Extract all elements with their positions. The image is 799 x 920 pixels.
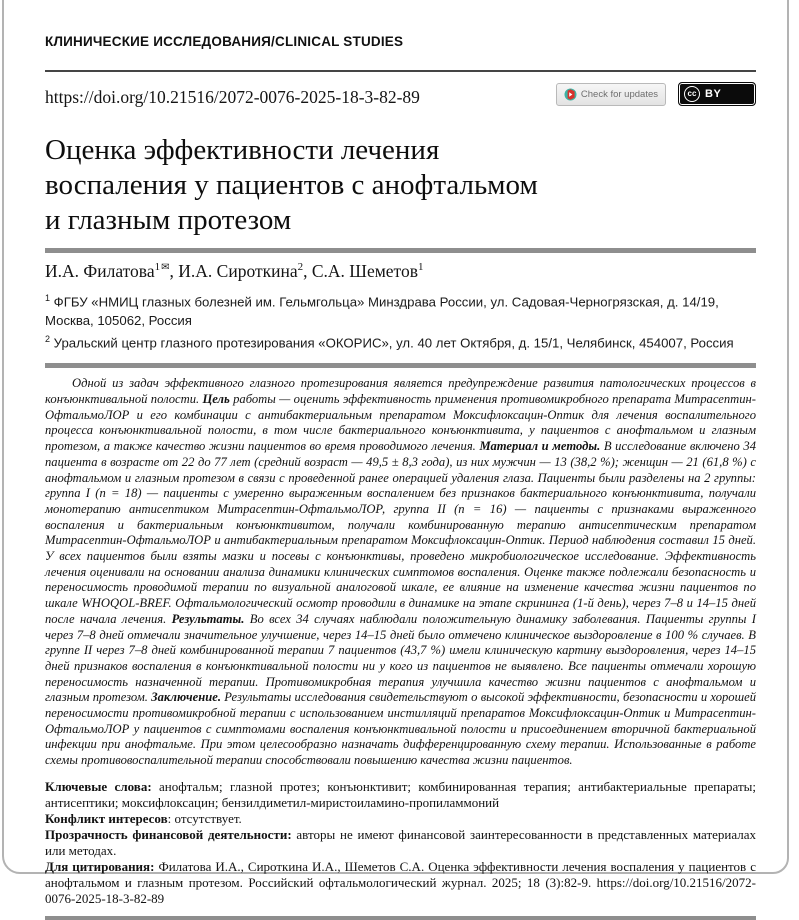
doi-row bbox=[45, 87, 756, 113]
email-icon: ✉ bbox=[161, 262, 170, 274]
keywords-line: Ключевые слова: анофтальм; глазной протез; конъюнктивит; комбинированная терапия; антибактериальные препараты; антисептики; моксифлоксацин; бензилдиметил-миристоиламино-пропиламмоний bbox=[45, 778, 756, 810]
cc-by-license-badge[interactable] bbox=[678, 82, 756, 106]
crossref-icon bbox=[564, 88, 577, 101]
affiliation-1: $^1$ ФГБУ «НМИЦ глазных болезней им. Гельмгольца» Минздрава России, ул. Садовая-Черногрязская, д. 14/19, Москва, 105062, Россия bbox=[45, 293, 719, 328]
separator-bar-top bbox=[45, 248, 756, 253]
author-2-name: И.А. Сироткина bbox=[178, 261, 298, 281]
doi-text: https://doi.org/10.21516/2072-0076-2025-18-3-82-89 bbox=[45, 87, 420, 107]
separator-bar-authors bbox=[45, 363, 756, 368]
header-rule bbox=[45, 70, 756, 72]
article-title bbox=[45, 133, 756, 238]
conflict-of-interest-line: Конфликт интересов: отсутствует. bbox=[45, 810, 242, 826]
author-1-affiliation-mark: 1✉ bbox=[154, 261, 170, 274]
cc-icon: cc bbox=[684, 86, 700, 102]
affiliations bbox=[45, 289, 756, 353]
title-line-3: и глазным протезом bbox=[45, 204, 292, 236]
author-2-affiliation-mark: 2 bbox=[297, 261, 304, 274]
check-for-updates-button[interactable] bbox=[556, 83, 666, 106]
author-3-name: С.А. Шеметов bbox=[311, 261, 418, 281]
title-line-2: воспаления у пациентов с анофтальмом bbox=[45, 169, 538, 201]
financial-transparency-line: Прозрачность финансовой деятельности: авторы не имеют финансовой заинтересованности в представленных материалах или методах. bbox=[45, 826, 756, 858]
author-1-name: И.А. Филатова bbox=[45, 261, 155, 281]
check-for-updates-label: Check for updates bbox=[580, 88, 658, 100]
badges bbox=[556, 82, 756, 106]
title-line-1: Оценка эффективности лечения bbox=[45, 134, 440, 166]
author-3-affiliation-mark: 1 bbox=[418, 261, 424, 274]
abstract-paragraph: Одной из задач эффективного глазного протезирования является предупреждение развития патологических процессов в конъюнктивальной полости. Цель работы — оценить эффективность применения противомикробного препарата Митрасептин-ОфтальмоЛОР и его комбинации с антибактериальным препаратом Моксифлоксацин-Оптик для лечения воспалительного процесса конъюнктивальной полости, в том числе бактериального конъюнктивита, у пациентов с анофтальмом и глазным протезом, а также качество жизни пациентов во время проводимого лечения. Материал и методы. В исследование включено 34 пациента в возрасте от 22 до 77 лет (средний возраст — 49,5 ± 8,3 года), из них мужчин — 13 (38,2 %); женщин — 21 (61,8 %) с анофтальмом и глазным протезом в связи с проведенной ранее операцией удаления глаза. Пациенты были разделены на 2 группы: группа I (n = 18) — пациенты с умеренно выраженным воспалением без признаков бактериального конъюнктивита, получали монотерапию антисептиком Митрасептин-ОфтальмоЛОР, группа II (n = 16) — пациенты с признаками выраженного воспаления и бактериальным конъюнктивитом, получали комбинированную терапию антисептическим препаратом Митрасептин-ОфтальмоЛОР и антибактериальным препаратом Моксифлоксацин-Оптик. Период наблюдения составил 15 дней. У всех пациентов были взяты мазки и посевы с конъюнктивы, проведено микробиологическое исследование. Эффективность лечения оценивали на основании анализа динамики клинических симптомов воспаления. Оценке также подлежали безопасность и переносимость проводимой терапии по визуальной аналоговой шкале, ее влияние на изменение качества жизни пациентов по шкале WHOQOL-BREF. Офтальмологический осмотр проводили в динамике на этапе скрининга (1-й день), через 7–8 и 14–15 дней после начала лечения. Результаты. Во всех 34 случаях наблюдали положительную динамику заболевания. Пациенты группы I через 7–8 дней отмечали значительное улучшение, через 14–15 дней было отмечено клиническое выздоровление в 100 % случаев. В группе II через 7–8 дней комбинированной терапии 7 пациентов (43,7 %) имели клиническую картину выздоровления, через 14–15 дней признаков воспаления в конъюнктивальной полости ни у кого из пациентов не выявлено. Все пациенты отмечали хорошую переносимость назначенной терапии. Противомикробная терапия улучшила качество жизни пациентов с анофтальмом и глазным протезом. Заключение. Результаты исследования свидетельствуют о высокой эффективности, безопасности и хорошей переносимости противомикробной терапии с использованием инстилляций препаратов Моксифлоксацин-Оптик и Митрасептин-ОфтальмоЛОР у пациентов с симптомами воспаления конъюнктивальной полости и присоединением вторичной бактериальной инфекции при анофтальме. При этом целесообразно назначать дифференцированную схему терапии. Использованные в работе схемы противовоспалительной терапии способствовали повышению качества жизни пациентов. bbox=[45, 376, 757, 768]
article-first-page bbox=[45, 34, 756, 920]
license-type-label: BY bbox=[705, 88, 722, 100]
affiliation-2: $^2$ Уральский центр глазного протезирования «ОКОРИС», ул. 40 лет Октября, д. 15/1, Челябинск, 454007, Россия bbox=[45, 334, 734, 351]
authors-line: И.А. Филатова$^{1✉}$, И.А. Сироткина$^2$, С.А. Шеметов$^1$ bbox=[45, 261, 424, 281]
citation-line: Для цитирования: Филатова И.А., Сироткина И.А., Шеметов С.А. Оценка эффективности лечения воспаления у пациентов с анофтальмом и глазным протезом. Российский офтальмологический журнал. 2025; 18 (3):82-9. https://doi.org/10.21516/2072-0076-2025-18-3-82-89 bbox=[45, 858, 756, 906]
meta-block bbox=[45, 779, 756, 907]
separator-bar-bottom bbox=[45, 916, 756, 920]
section-header: КЛИНИЧЕСКИЕ ИССЛЕДОВАНИЯ/CLINICAL STUDIES bbox=[45, 34, 404, 49]
